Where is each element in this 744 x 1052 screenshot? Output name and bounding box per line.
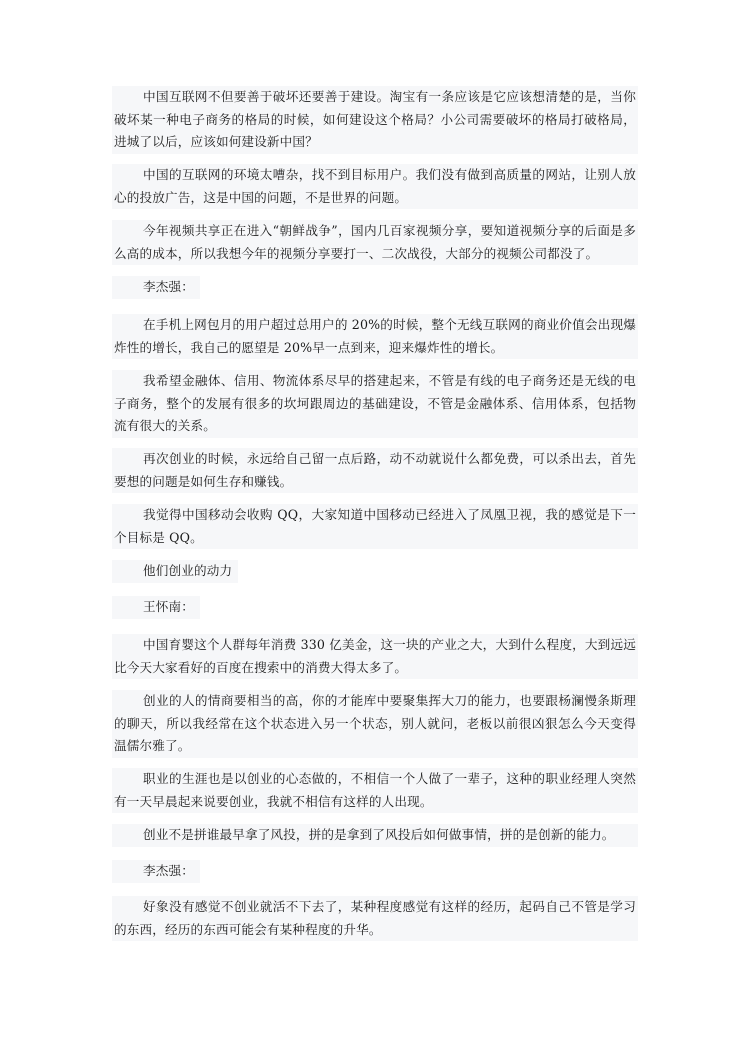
paragraph-5: 我希望金融体、信用、物流体系尽早的搭建起来，不管是有线的电子商务还是无线的电子商务，整个的发展有很多的坎坷跟周边的基础建设，不管是金融体系、信用体系，包括物流有很大的关系。 — [112, 370, 638, 438]
paragraph-6: 再次创业的时候，永远给自己留一点后路，动不动就说什么都免费，可以杀出去，首先要想的问题是如何生存和赚钱。 — [112, 448, 638, 493]
paragraph-2: 中国的互联网的环境太嘈杂，找不到目标用户。我们没有做到高质量的网站，让别人放心的投放广告，这是中国的问题，不是世界的问题。 — [112, 164, 638, 209]
speaker-name: 王怀南： — [112, 596, 200, 619]
paragraph-7: 我觉得中国移动会收购 QQ，大家知道中国移动已经进入了凤凰卫视，我的感觉是下一个目标是 QQ。 — [112, 504, 638, 549]
paragraph-12: 好象没有感觉不创业就活不下去了，某种程度感觉有这样的经历，起码自己不管是学习的东西，经历的东西可能会有某种程度的升华。 — [112, 896, 638, 941]
speaker-name: 李杰强： — [112, 860, 200, 883]
paragraph-9: 创业的人的情商要相当的高，你的才能库中要聚集挥大刀的能力，也要跟杨澜慢条斯理的聊天，所以我经常在这个状态进入另一个状态，别人就问，老板以前很凶狠怎么今天变得温儒尔雅了。 — [112, 690, 638, 758]
paragraph-1: 中国互联网不但要善于破坏还要善于建设。淘宝有一条应该是它应该想清楚的是，当你破坏某一种电子商务的格局的时候，如何建设这个格局？小公司需要破坏的格局打破格局，进城了以后，应该如何建设新中国？ — [112, 86, 638, 154]
paragraph-3: 今年视频共享正在进入“朝鲜战争”，国内几百家视频分享，要知道视频分享的后面是多么高的成本，所以我想今年的视频分享要打一、二次战役，大部分的视频公司都没了。 — [112, 220, 638, 265]
paragraph-8: 中国育婴这个人群每年消费 330 亿美金，这一块的产业之大，大到什么程度，大到远远比今天大家看好的百度在搜索中的消费大得太多了。 — [112, 634, 638, 679]
section-heading: 他们创业的动力 — [112, 560, 238, 583]
paragraph-4: 在手机上网包月的用户超过总用户的 20%的时候，整个无线互联网的商业价值会出现爆炸性的增长，我自己的愿望是 20%早一点到来，迎来爆炸性的增长。 — [112, 314, 638, 359]
paragraph-11: 创业不是拼谁最早拿了风投，拼的是拿到了风投后如何做事情，拼的是创新的能力。 — [112, 824, 638, 847]
speaker-name: 李杰强： — [112, 276, 200, 299]
paragraph-10: 职业的生涯也是以创业的心态做的，不相信一个人做了一辈子，这种的职业经理人突然有一天早晨起来说要创业，我就不相信有这样的人出现。 — [112, 768, 638, 813]
